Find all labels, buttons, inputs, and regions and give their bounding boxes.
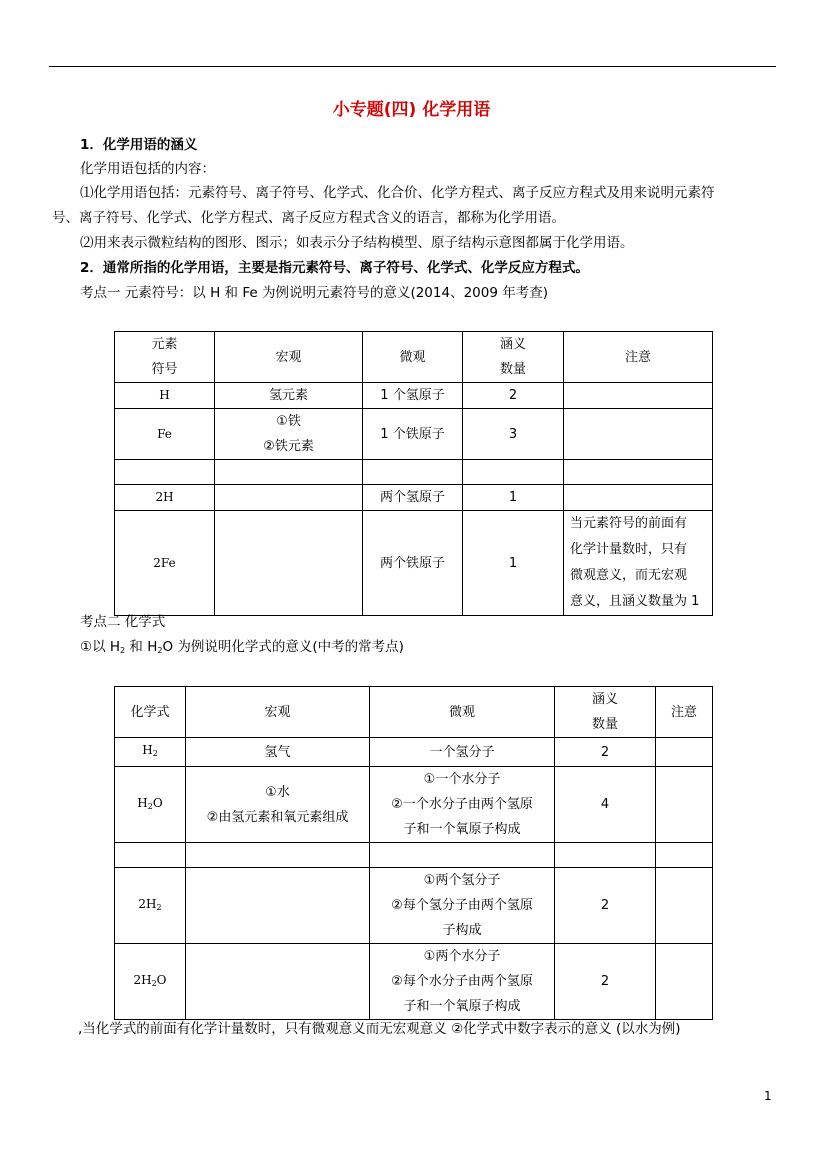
cell-count: 1	[463, 511, 564, 616]
section1-item2: ⑵用来表示微粒结构的图形、图示；如表示分子结构模型、原子结构示意图都属于化学用语。	[80, 235, 634, 251]
cell-macro	[215, 485, 363, 511]
cell-empty	[363, 460, 463, 485]
table-row	[115, 409, 713, 460]
table2-header-row	[115, 687, 713, 738]
cell-micro: 1 个氢原子	[363, 383, 463, 409]
cell-micro: 一个氢分子	[370, 738, 555, 767]
cell-count: 2	[555, 868, 656, 944]
table-row	[115, 460, 713, 485]
cell-macro: ①铁 ②铁元素	[215, 409, 363, 460]
table-row	[115, 843, 713, 868]
table1-header-symbol: 元素 符号	[115, 332, 215, 383]
cell-empty	[115, 460, 215, 485]
section2-heading: 2．通常所指的化学用语，主要是指元素符号、离子符号、化学式、化学反应方程式。	[80, 260, 589, 276]
cell-symbol: H	[115, 383, 215, 409]
cell-micro: ①两个水分子 ②每个水分子由两个氢原 子和一个氧原子构成	[370, 944, 555, 1020]
table1-header-note: 注意	[564, 332, 713, 383]
kaodian2-heading: 考点二 化学式	[80, 614, 166, 630]
cell-formula: $2H_2O$	[115, 944, 186, 1020]
cell-empty	[186, 843, 370, 868]
table2-header-note: 注意	[656, 687, 713, 738]
cell-note	[656, 868, 713, 944]
cell-micro: 1 个铁原子	[363, 409, 463, 460]
table2-header-macro: 宏观	[186, 687, 370, 738]
cell-symbol: Fe	[115, 409, 215, 460]
cell-note	[656, 767, 713, 843]
cell-empty	[370, 843, 555, 868]
cell-formula: $H_2$	[115, 738, 186, 767]
table-row	[115, 868, 713, 944]
cell-symbol: 2Fe	[115, 511, 215, 616]
header-rule	[49, 66, 776, 67]
cell-empty	[555, 843, 656, 868]
cell-count: 4	[555, 767, 656, 843]
kaodian1-heading: 考点一 元素符号：以 H 和 Fe 为例说明元素符号的意义(2014、2009 年考查)	[80, 285, 548, 301]
cell-count: 2	[555, 944, 656, 1020]
table-row	[115, 383, 713, 409]
cell-formula: $2H_2$	[115, 868, 186, 944]
cell-micro: 两个氢原子	[363, 485, 463, 511]
cell-note	[656, 738, 713, 767]
kaodian2-subheading: ①以 $H_2$ 和 $H_2O$ 为例说明化学式的意义(中考的常考点)	[80, 639, 404, 655]
cell-note	[656, 944, 713, 1020]
table-row	[115, 738, 713, 767]
cell-macro	[186, 868, 370, 944]
cell-note	[564, 409, 713, 460]
cell-count: 1	[463, 485, 564, 511]
cell-macro: ①水 ②由氢元素和氧元素组成	[186, 767, 370, 843]
table1-header-row	[115, 332, 713, 383]
cell-macro: 氢气	[186, 738, 370, 767]
page-number: 1	[764, 1089, 772, 1103]
cell-micro: ①一个水分子 ②一个水分子由两个氢原 子和一个氧原子构成	[370, 767, 555, 843]
table1-header-macro: 宏观	[215, 332, 363, 383]
cell-count: 2	[555, 738, 656, 767]
section1-item1-line1: ⑴化学用语包括：元素符号、离子符号、化学式、化合价、化学方程式、离子反应方程式及用来说明元素符	[80, 185, 715, 201]
table-row	[115, 944, 713, 1020]
element-symbol-table	[114, 331, 713, 616]
footer-note-line: ,当化学式的前面有化学计量数时，只有微观意义而无宏观意义 ②化学式中数字表示的意义 (以水为例)	[78, 1021, 681, 1037]
page-title: 小专题(四) 化学用语	[332, 100, 491, 120]
table-row	[115, 511, 713, 616]
cell-formula: $H_2O$	[115, 767, 186, 843]
cell-note	[564, 485, 713, 511]
cell-empty	[115, 843, 186, 868]
cell-symbol: 2H	[115, 485, 215, 511]
table1-header-count: 涵义 数量	[463, 332, 564, 383]
table2-header-micro: 微观	[370, 687, 555, 738]
table-row	[115, 767, 713, 843]
cell-macro: 氢元素	[215, 383, 363, 409]
cell-empty	[215, 460, 363, 485]
cell-note	[564, 383, 713, 409]
section1-item1-line2: 号、离子符号、化学式、化学方程式、离子反应方程式含义的语言，都称为化学用语。	[52, 210, 565, 226]
cell-macro	[186, 944, 370, 1020]
cell-count: 2	[463, 383, 564, 409]
chemical-formula-table	[114, 686, 713, 1020]
cell-macro	[215, 511, 363, 616]
section1-heading: 1．化学用语的涵义	[80, 137, 198, 153]
section1-intro: 化学用语包括的内容：	[80, 161, 215, 177]
table-row	[115, 485, 713, 511]
cell-empty	[463, 460, 564, 485]
cell-empty	[656, 843, 713, 868]
cell-note: 当元素符号的前面有 化学计量数时，只有 微观意义，而无宏观 意义，且涵义数量为 1	[564, 511, 713, 616]
cell-micro: 两个铁原子	[363, 511, 463, 616]
cell-empty	[564, 460, 713, 485]
cell-count: 3	[463, 409, 564, 460]
cell-micro: ①两个氢分子 ②每个氢分子由两个氢原 子构成	[370, 868, 555, 944]
table2-header-formula: 化学式	[115, 687, 186, 738]
table2-header-count: 涵义 数量	[555, 687, 656, 738]
table1-header-micro: 微观	[363, 332, 463, 383]
